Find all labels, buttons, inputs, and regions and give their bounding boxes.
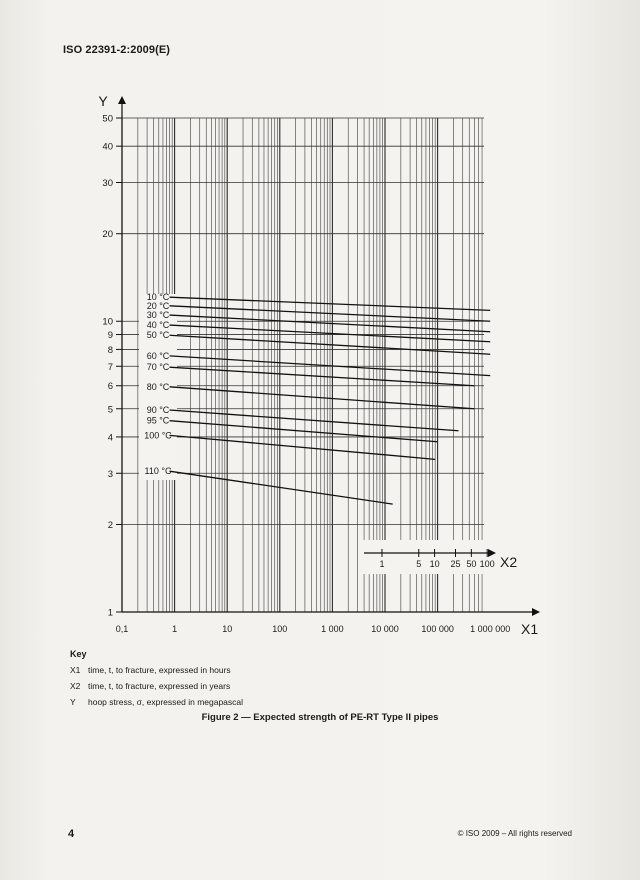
y-tick-label: 20: [102, 229, 113, 241]
key-text: time, t, to fracture, expressed in hours: [88, 665, 231, 675]
series-label: 60 °C: [146, 350, 170, 361]
series-label: 100 °C: [144, 430, 172, 441]
page-number: 4: [68, 828, 75, 840]
key-title: Key: [70, 649, 87, 659]
key-row: [70, 662, 243, 678]
x1-tick-label: 10 000: [371, 624, 399, 634]
key-symbol: X2: [70, 681, 81, 691]
x1-axis-arrow: [532, 608, 540, 616]
x2-tick-label: 10: [429, 559, 440, 569]
x2-axis-label: X2: [500, 554, 518, 570]
y-tick-label: 1: [107, 607, 113, 619]
key-row: [70, 678, 243, 694]
y-tick-label: 6: [107, 381, 113, 393]
x2-tick-label: 5: [416, 559, 422, 569]
series-line: [170, 471, 393, 504]
figure-caption: Figure 2 — Expected strength of PE-RT Type II pipes: [201, 712, 439, 723]
y-tick-label: 7: [107, 361, 113, 373]
y-tick-label: 5: [107, 404, 113, 416]
x1-tick-label: 1 000: [321, 624, 344, 634]
x2-tick-label: 50: [466, 559, 477, 569]
series-label: 80 °C: [146, 381, 170, 392]
key-row: [70, 694, 243, 710]
x2-tick-label: 1: [379, 559, 385, 569]
document-header: ISO 22391-2:2009(E): [63, 44, 171, 56]
x1-tick-label: 1 000 000: [470, 624, 511, 634]
series-label: 50 °C: [146, 330, 170, 341]
series-label: 40 °C: [146, 320, 170, 331]
x2-axis-arrow: [488, 549, 496, 557]
y-axis-arrow: [118, 96, 126, 104]
x1-tick-label: 100 000: [421, 624, 454, 634]
y-axis-label: Y: [98, 93, 108, 109]
series-label: 30 °C: [146, 310, 170, 321]
series-label: 10 °C: [146, 292, 170, 303]
y-tick-label: 50: [102, 113, 113, 125]
x2-tick-label: 25: [450, 559, 461, 569]
x1-tick-label: 100: [272, 624, 288, 634]
y-tick-label: 3: [107, 468, 113, 480]
series-line: [170, 410, 459, 431]
series-label: 90 °C: [146, 405, 170, 416]
key-text: time, t, to fracture, expressed in years: [88, 681, 231, 691]
key-symbol: X1: [70, 665, 81, 675]
y-tick-label: 30: [102, 178, 113, 190]
y-tick-label: 10: [102, 316, 113, 328]
x1-tick-label: 0,1: [115, 624, 129, 634]
key-section: [70, 646, 243, 710]
y-tick-label: 4: [107, 432, 113, 444]
y-tick-label: 40: [102, 141, 113, 153]
series-label: 20 °C: [146, 300, 170, 311]
x1-axis-label: X1: [521, 621, 539, 637]
x1-tick-label: 10: [222, 624, 233, 634]
series-label: 95 °C: [146, 415, 170, 426]
x2-tick-label: 100: [479, 559, 495, 569]
series-label: 70 °C: [146, 362, 170, 373]
y-tick-label: 2: [107, 519, 113, 531]
key-symbol: Y: [70, 697, 76, 707]
y-tick-label: 8: [107, 344, 113, 356]
key-text: hoop stress, σ, expressed in megapascal: [88, 697, 244, 707]
copyright-notice: © ISO 2009 – All rights reserved: [457, 829, 572, 838]
series-label: 110 °C: [144, 466, 172, 477]
x1-tick-label: 1: [172, 624, 178, 634]
y-tick-label: 9: [107, 330, 113, 342]
